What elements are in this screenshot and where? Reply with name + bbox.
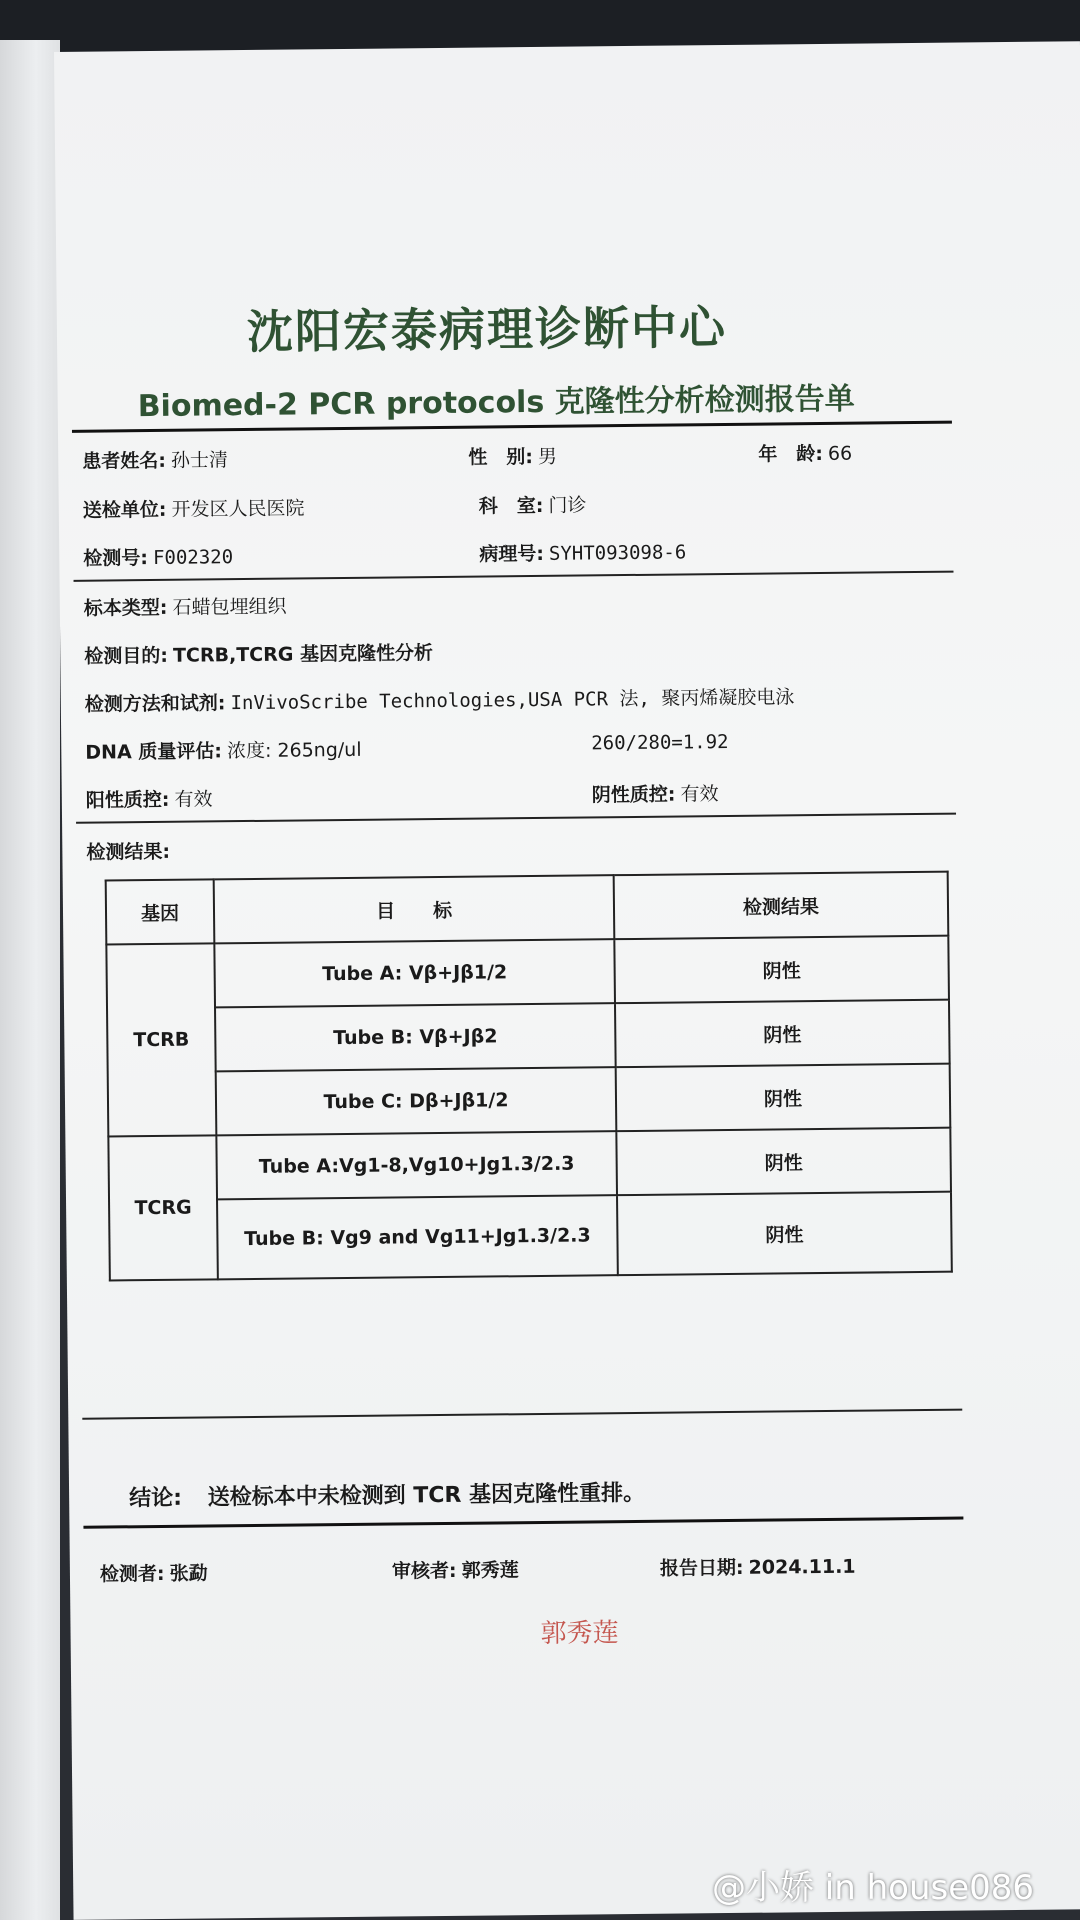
report-subtitle: Biomed-2 PCR protocols 克隆性分析检测报告单 [137,381,855,425]
report-date: 2024.11.1 [748,1555,856,1579]
header-result: 检测结果 [614,872,949,939]
divider [83,1517,963,1529]
table-header-row [106,872,949,945]
method-label: 检测方法和试剂: [84,692,226,716]
test-no-label: 检测号: [83,547,149,570]
pos-qc-label: 阳性质控: [85,788,170,812]
result-cell: 阴性 [616,1128,951,1195]
conclusion-text: 送检标本中未检测到 TCR 基因克隆性重排。 [207,1480,646,1511]
specimen-type-label: 标本类型: [83,596,168,620]
reviewer-name: 郭秀莲 [461,1559,519,1582]
divider [82,1409,962,1420]
watermark: @小娇 in house086 [712,1868,1035,1908]
age-value: 66 [827,442,853,465]
dept-label: 科 室: [478,494,544,518]
target-cell: Tube C: Dβ+Jβ1/2 [216,1067,617,1135]
pos-qc-row [86,784,213,812]
patient-name-row [82,445,228,474]
neg-qc-value: 有效 [680,783,719,806]
report-sheet [54,41,1080,1920]
target-cell: Tube B: Vg9 and Vg11+Jg1.3/2.3 [217,1195,618,1279]
reviewer-row [392,1555,519,1583]
tester-name: 张勐 [169,1562,208,1585]
header-gene: 基因 [106,879,215,944]
specimen-type-row [84,592,287,621]
gene-cell: TCRG [108,1135,218,1280]
table-row [106,936,949,1009]
divider [76,813,956,824]
sex-value: 男 [537,445,558,468]
gene-cell: TCRB [106,943,216,1136]
result-cell: 阴性 [614,936,949,1003]
dept-value: 门诊 [548,494,587,517]
path-no-value: SYHT093098-6 [548,541,687,565]
header-target: 目 标 [214,875,615,943]
reviewer-signature: 郭秀莲 [540,1618,619,1649]
date-row [660,1552,856,1581]
method-row [85,682,795,716]
patient-sex-row [468,442,557,470]
result-cell: 阴性 [617,1192,952,1275]
result-cell: 阴性 [616,1064,951,1131]
table-row [108,1128,951,1201]
dna-label: DNA 质量评估: [85,740,223,764]
path-no-row [479,537,686,566]
table-row [109,1192,952,1281]
reviewer-label: 审核者: [391,1559,457,1583]
unit-row [83,493,305,522]
tester-label: 检测者: [99,1562,165,1586]
dept-row [479,490,587,518]
sex-label: 性 别: [468,446,533,469]
path-no-label: 病理号: [479,542,545,566]
target-cell: Tube B: Vβ+Jβ2 [215,1003,616,1071]
purpose-value: TCRB,TCRG 基因克隆性分析 [172,642,434,667]
target-cell: Tube A:Vg1-8,Vg10+Jg1.3/2.3 [216,1131,617,1199]
target-cell: Tube A: Vβ+Jβ1/2 [214,939,615,1007]
result-table [105,871,953,1282]
method-value: InVivoScribe Technologies,USA PCR 法, 聚丙烯凝胶电泳 [230,686,795,715]
test-no-row [83,542,233,571]
unit-value: 开发区人民医院 [171,497,305,521]
neg-qc-label: 阴性质控: [591,783,676,807]
age-label: 年 龄: [758,442,823,466]
tester-row [100,1558,208,1586]
date-label: 报告日期: [659,1556,744,1580]
specimen-type-value: 石蜡包埋组织 [172,595,287,619]
dna-conc: 浓度: 265ng/ul [226,738,362,763]
patient-age-row [758,439,852,467]
conclusion-label: 结论: [129,1485,183,1512]
page-stack-edge [0,40,60,1920]
divider [74,571,954,582]
patient-name: 孙士清 [170,449,229,472]
result-label: 检测结果: [86,840,171,864]
neg-qc-row [592,779,719,807]
purpose-row [84,638,433,669]
center-title: 沈阳宏泰病理诊断中心 [246,299,728,359]
dna-ratio: 260/280=1.92 [591,730,729,755]
pos-qc-value: 有效 [174,788,213,811]
conclusion-row [129,1476,645,1512]
purpose-label: 检测目的: [84,644,169,668]
patient-name-label: 患者姓名: [82,449,167,473]
table-row [108,1064,951,1137]
table-row [107,1000,950,1073]
test-no-value: F002320 [152,546,234,569]
dna-row [85,735,361,765]
unit-label: 送检单位: [82,498,167,522]
result-cell: 阴性 [615,1000,950,1067]
